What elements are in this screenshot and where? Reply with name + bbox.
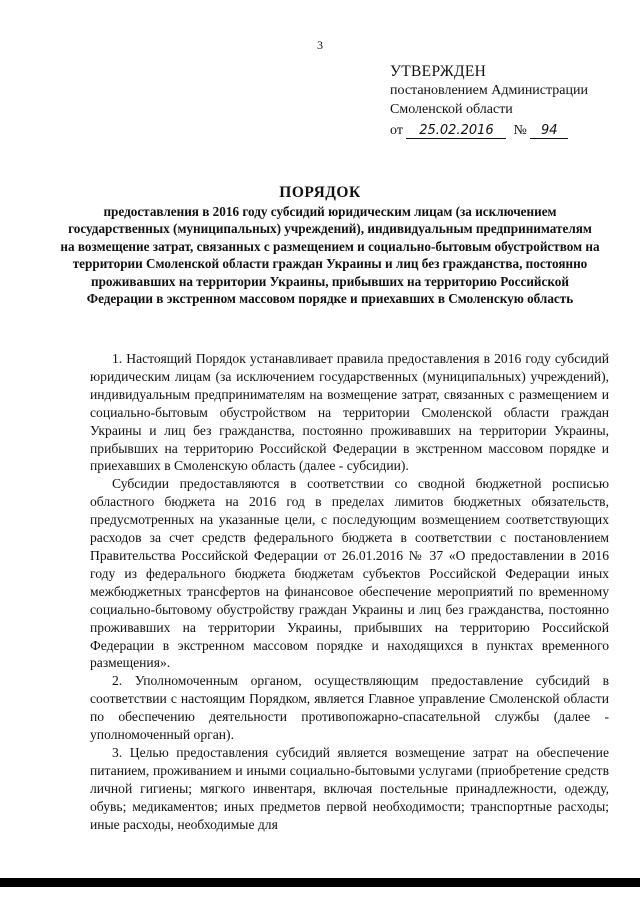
paragraph-2: Субсидии предоставляются в соответствии со сводной бюджетной росписью областного бюджета на 2016 год в пределах лимитов бюджетных обязательств, предусмотренных на указанные цели, с последующим возмещением соответствующих расходов за счет средств федерального бюджета в соответствии с постановлением Правительства Российской Федерации от 26.01.2016 № 37 «О предоставлении в 2016 году из федерального бюджета бюджетам субъектов Российской Федерации иных межбюджетных трансфертов на финансовое обеспечение мероприятий по временному социально-бытовому обустройству граждан Украины и лиц без гражданства, постоянно проживавших на территории Украины, прибывших на территорию Российской Федерации в экстренном массовом порядке и находящихся в пунктах временного размещения». (90, 476, 609, 671)
approval-date: 25.02.2016 (406, 123, 506, 139)
page-number: 3 (317, 38, 323, 52)
scan-bottom-edge (0, 878, 640, 887)
approval-number-label: № (513, 123, 527, 138)
document-body (90, 350, 609, 833)
document-subtitle: предоставления в 2016 году субсидий юридическим лицам (за исключением государственных (муниципальных) учреждений), индивидуальным предпринимателям на возмещение затрат, связанных с размещением и социально-бытовым обустройством на территории Смоленской области граждан Украины и лиц без гражданства, постоянно проживавших на территории Украины, прибывших на территорию Российской Федерации в экстренном массовом порядке и приехавших в Смоленскую область (60, 204, 600, 307)
approval-from-label: от (390, 123, 403, 138)
paragraph-4: 3. Целью предоставления субсидий является возмещение затрат на обеспечение питанием, проживанием и иными социально-бытовыми услугами (приобретение средств личной гигиены; мягкого инвентаря, включая постельные принадлежности, одежду, обувь; медикаментов; иных предметов первой необходимости; транспортные расходы; иные расходы, необходимые для (90, 744, 609, 832)
approval-line-1: постановлением Администрации (390, 83, 588, 98)
approval-number: 94 (530, 123, 568, 139)
approval-heading: УТВЕРЖДЕН (390, 63, 487, 80)
paragraph-3: 2. Уполномоченным органом, осуществляющим предоставление субсидий в соответствии с настоящим Порядком, является Главное управление Смоленской области по обеспечению деятельности противопожарно-спасательной службы (далее - уполномоченный орган). (90, 673, 609, 743)
document-title: ПОРЯДОК (279, 184, 361, 201)
paragraph-1: 1. Настоящий Порядок устанавливает правила предоставления в 2016 году субсидий юридическим лицам (за исключением государственных (муниципальных) учреждений), индивидуальным предпринимателям на возмещение затрат, связанных с размещением и социально-бытовым обустройством на территории Смоленской области граждан Украины и лиц без гражданства, постоянно проживавших на территории Украины, прибывших на территорию Российской Федерации в экстренном массовом порядке и приехавших в Смоленскую область (далее - субсидии). (90, 351, 609, 474)
approval-line-2: Смоленской области (390, 102, 513, 117)
approval-block (390, 62, 630, 140)
approval-date-number-row (390, 121, 630, 140)
